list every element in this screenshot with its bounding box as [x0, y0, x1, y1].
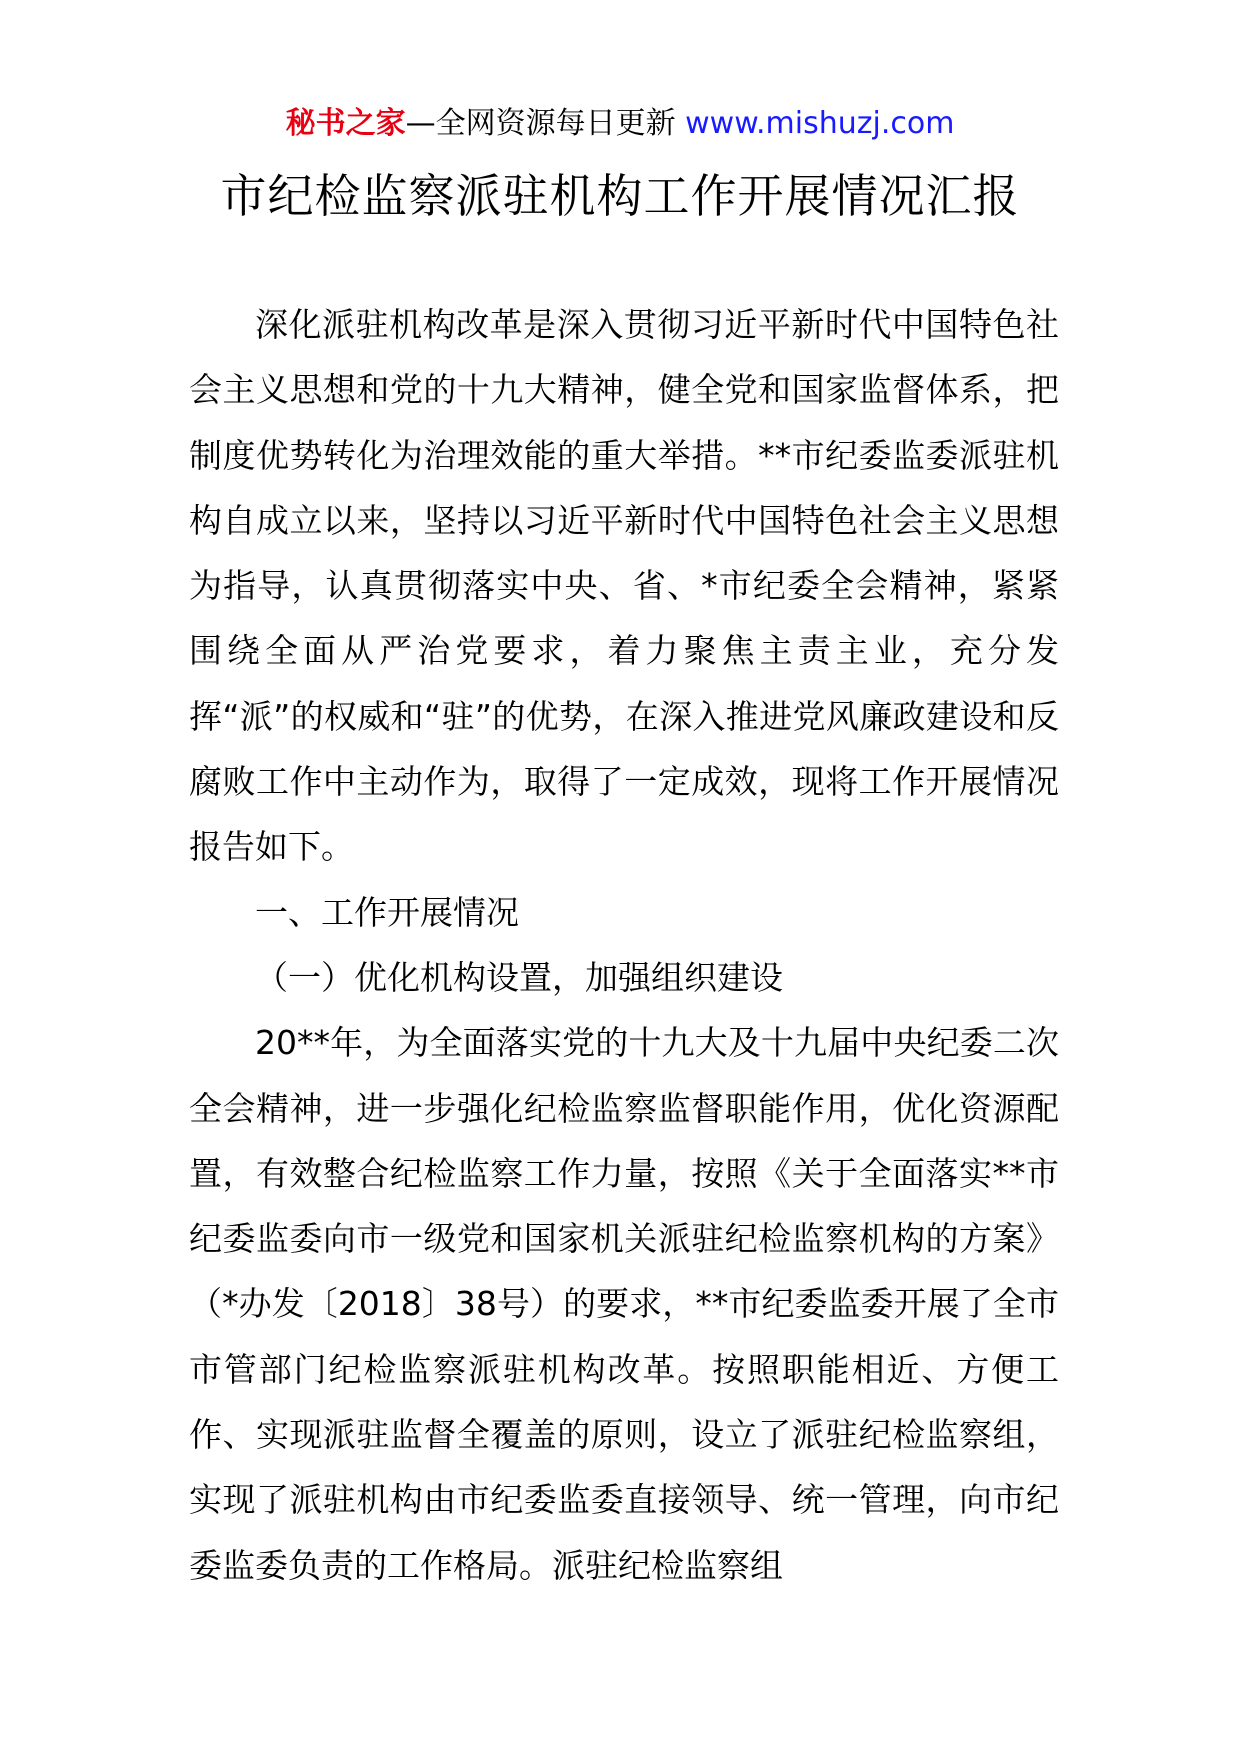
document-title: 市纪检监察派驻机构工作开展情况汇报	[220, 169, 1020, 223]
subsection-heading: （一）优化机构设置，加强组织建设	[255, 957, 783, 997]
section-heading: 一、工作开展情况	[255, 892, 519, 932]
site-url-link[interactable]: www.mishuzj.com	[685, 106, 955, 141]
body-paragraph: 20**年，为全面落实党的十九大及十九届中央纪委二次全会精神，进一步强化纪检监察监督职能作用，优化资源配置，有效整合纪检监察工作力量，按照《关于全面落实**市纪委监委向市一级党和国家机关派驻纪检监察机构的方案》（*办发〔2018〕38号）的要求，**市纪委监委开展了全市市管部门纪检监察派驻机构改革。按照职能相近、方便工作、实现派驻监督全覆盖的原则，设立了派驻纪检监察组，实现了派驻机构由市纪委监委直接领导、统一管理，向市纪委监委负责的工作格局。派驻纪检监察组	[189, 1023, 1059, 1585]
site-header	[0, 102, 1240, 146]
intro-paragraph: 深化派驻机构改革是深入贯彻习近平新时代中国特色社会主义思想和党的十九大精神，健全党和国家监督体系，把制度优势转化为治理效能的重大举措。**市纪委监委派驻机构自成立以来，坚持以习近平新时代中国特色社会主义思想为指导，认真贯彻落实中央、省、*市纪委全会精神，紧紧围绕全面从严治党要求，着力聚焦主责主业，充分发挥“派”的权威和“驻”的优势，在深入推进党风廉政建设和反腐败工作中主动作为，取得了一定成效，现将工作开展情况报告如下。	[189, 305, 1059, 867]
document-body	[189, 292, 1059, 1598]
brand-name: 秘书之家	[285, 106, 406, 141]
header-tagline: —全网资源每日更新	[405, 106, 686, 141]
